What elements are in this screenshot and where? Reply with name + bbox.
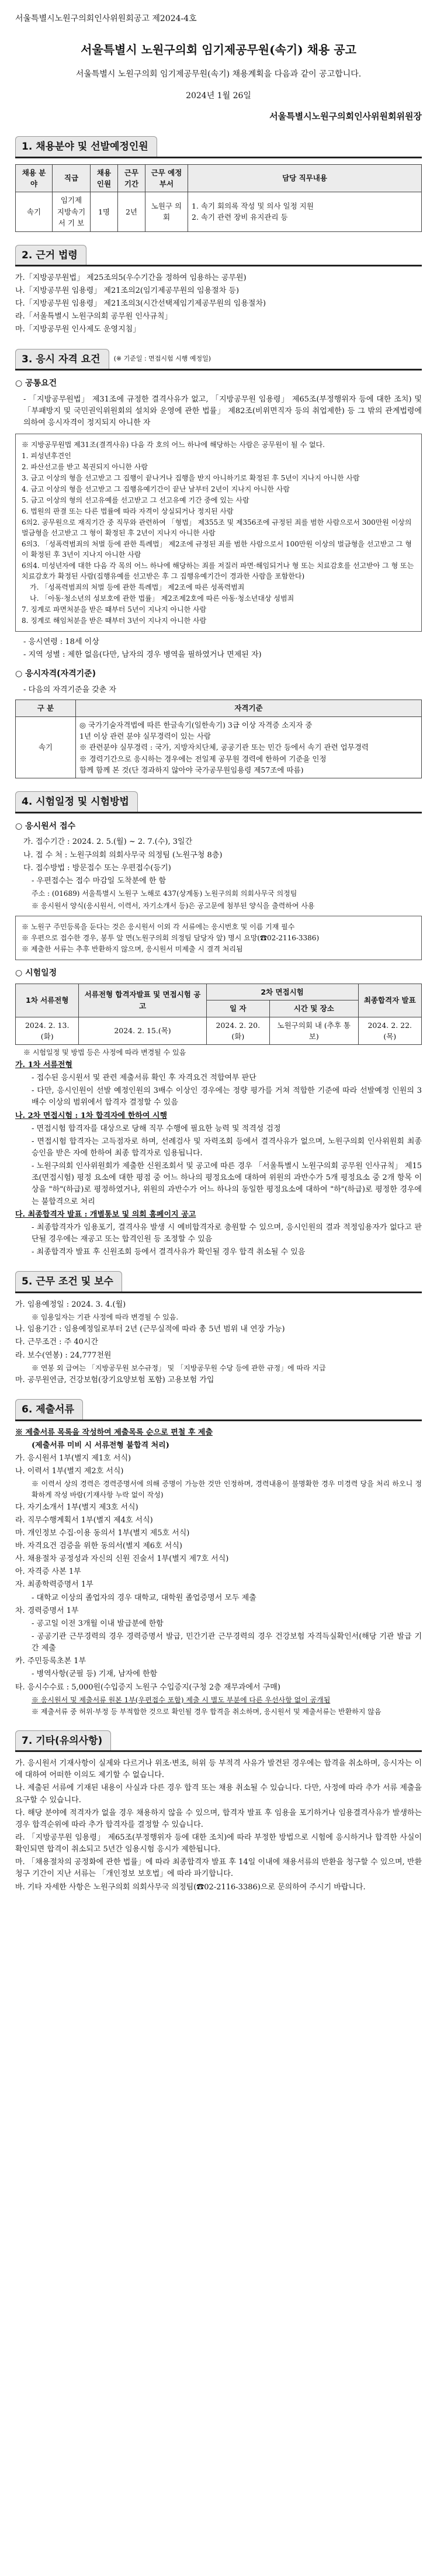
qualification-table-header	[16, 700, 422, 716]
section-5-heading	[15, 1271, 422, 1293]
list-item: 가. 응시원서 기재사항이 실제와 다르거나 위조·변조, 허위 등 부적격 사유가 발견된 경우에는 합격을 취소하며, 응시자는 이에 대하여 어떠한 이의도 제기할 수 없습니다.	[15, 1759, 422, 1780]
application-note-box	[15, 916, 422, 960]
schedule-note: ※ 시험일정 및 방법 등은 사정에 따라 변경될 수 있음	[23, 1048, 186, 1057]
qualification-title: ○ 응시자격(자격기준)	[15, 669, 96, 679]
intro-text: 서울특별시 노원구의회 임기제공무원(속기) 채용계획을 다음과 같이 공고합니다.	[75, 69, 362, 79]
criteria-line: ※ 관련분야 실무경력 : 국가, 지방자치단체, 공공기관 또는 민간 등에서 속기 관련 업무경력	[79, 743, 369, 752]
list-item: 2. 파산선고를 받고 복권되지 아니한 사람	[22, 463, 148, 472]
col-dept: 근무 예정부서	[145, 164, 188, 192]
cell-period: 2년	[118, 192, 145, 231]
cell-grade: 임기제 지방속기 서 기 보	[53, 192, 91, 231]
list-item: - 공고일 이전 3개월 이내 발급분에 한함	[32, 1619, 164, 1628]
notice-date: 2024년 1월 26일	[186, 91, 251, 101]
list-item: 나. 이력서 1부(별지 제2호 서식)	[15, 1467, 124, 1476]
documents-lead: ※ 제출서류 목록을 작성하여 제출목록 순으로 편철 후 제출	[15, 1428, 213, 1437]
cell-document-date: 2024. 2. 13.(화)	[16, 1017, 79, 1045]
list-item: 라.「서울특별시 노원구의회 공무원 인사규칙」	[15, 312, 172, 321]
section-3-note: (※ 기준일 : 면접시험 시행 예정일)	[113, 355, 211, 363]
list-item: 가. 임용예정일 : 2024. 3. 4.(월)	[15, 1300, 126, 1309]
list-item: - 병역사항(군필 등) 기재, 남자에 한함	[32, 1670, 158, 1679]
section-4-heading	[15, 791, 422, 813]
cell-interview-date: 2024. 2. 20.(화)	[206, 1017, 269, 1045]
col-grade: 직급	[53, 164, 91, 192]
section-2-heading	[15, 245, 422, 266]
col-period: 근무 기간	[118, 164, 145, 192]
list-item: 4. 금고 이상의 형을 선고받고 그 집행유예기간이 끝난 날부터 2년이 지나지 아니한 사람	[22, 485, 290, 494]
qualification-table	[15, 700, 422, 778]
list-item: 라. 보수(연봉) : 24,777천원	[15, 1351, 112, 1360]
list-item: 바. 자격요건 검증을 위한 동의서(별지 제6호 서식)	[15, 1541, 182, 1550]
cell-interview-place: 노원구의회 내 (추후 통보)	[270, 1017, 359, 1045]
table-row	[16, 1017, 422, 1045]
list-item: 8. 징계로 해임처분을 받은 때부터 3년이 지나지 아니한 사람	[22, 617, 207, 625]
cell-final-date: 2024. 2. 22.(목)	[358, 1017, 421, 1045]
cell-result-date: 2024. 2. 15.(목)	[79, 1017, 206, 1045]
qualification-sub: - 다음의 자격기준을 갖춘 자	[23, 685, 117, 694]
notes-list	[15, 1758, 422, 1893]
list-item: 라. 「지방공무원 임용령」 제65조(부정행위자 등에 대한 조치)에 따라 부정한 방법으로 시험에 응시하거나 합격한 사실이 확인되면 합격이 취소되고 5년간 임용시험 응시가 제한됩니다.	[15, 1833, 422, 1854]
list-item: 다.「지방공무원 임용령」 제21조의3(시간선택제임기제공무원의 임용절차)	[15, 299, 266, 309]
section-3-heading	[15, 349, 422, 371]
criteria-line: 함께 함께 본 것(단 경과하지 않아야 국가공무원임용령 제57조에 따름)	[79, 766, 304, 775]
list-item: - 면접시험 합격자를 대상으로 당해 직무 수행에 필요한 능력 및 적격성 검정	[32, 1124, 281, 1133]
list-item: 나. 제출된 서류에 기재된 내용이 사실과 다른 경우 합격 또는 채용 취소될 수 있습니다. 다만, 사정에 따라 추가 서류 제출을 요구할 수 있습니다.	[15, 1784, 422, 1805]
col-criteria: 자격기준	[76, 700, 422, 716]
section-3-title: 3. 응시 자격 요건	[15, 349, 109, 369]
common-requirements-title: ○ 공통요건	[15, 378, 57, 388]
schedule-title: ○ 시험일정	[15, 968, 57, 978]
list-item: 차. 경력증명서 1부	[15, 1606, 79, 1615]
col-document-result: 서류전형 합격자발표 및 면접시험 공고	[79, 984, 206, 1017]
list-item: 주소 : (01689) 서울특별시 노원구 노해로 437(상계동) 노원구의회 의회사무국 의정팀	[32, 889, 297, 898]
list-item: ※ 제출서류 중 허위·부정 등 부적합한 것으로 확인될 경우 합격을 취소하며, 응시원서 및 제출서류는 반환하지 않음	[32, 1708, 381, 1716]
recruit-table	[15, 164, 422, 232]
application-title: ○ 응시원서 접수	[15, 821, 76, 831]
list-item: 카. 주민등록초본 1부	[15, 1657, 86, 1666]
section-1-heading	[15, 136, 422, 158]
list-item: 가.「지방공무원법」 제25조의5(우수기간을 정하여 임용하는 공무원)	[15, 273, 247, 282]
conditions-list	[15, 1299, 422, 1387]
list-item: 6. 법원의 판결 또는 다른 법률에 따라 자격이 상실되거나 정지된 사람	[22, 507, 234, 516]
schedule-header-row	[16, 984, 422, 1000]
cell-dept: 노원구 의 회	[145, 192, 188, 231]
list-item: ※ 지방공무원법 제31조(결격사유) 다음 각 호의 어느 하나에 해당하는 사람은 공무원이 될 수 없다.	[22, 441, 325, 449]
col-count: 채용 인원	[91, 164, 118, 192]
schedule-table	[15, 984, 422, 1045]
list-item: 6의2. 공무원으로 재직기간 중 직무와 관련하여 「형법」 제355조 및 제356조에 규정된 죄를 범한 사람으로서 300만원 이상의 벌금형을 선고받고 그 형이 확정된 후 2년이 지나지 아니한 사람	[22, 518, 412, 538]
cell-category: 속기	[16, 716, 76, 778]
list-item: - 면접시험 합격자는 고득점자로 하며, 선례검사 및 자력조회 등에서 결격사유가 없으며, 노원구의회 인사위원회 최종 승인을 받은 자에 한하여 최종 합격자로 임용됩니다.	[32, 1137, 422, 1158]
list-item: 나. 접 수 처 : 노원구의회 의회사무국 의정팀 (노원구청 8층)	[23, 850, 223, 860]
list-item: 다. 최종합격자 발표 : 개별통보 및 의회 홈페이지 공고	[15, 1210, 196, 1219]
list-item: 바. 기타 자세한 사항은 노원구의회 의회사무국 의정팀(☎02-2116-3386)으로 문의하여 주시기 바랍니다.	[15, 1882, 366, 1892]
list-item: ※ 노원구 주민등록을 둔다는 것은 응시원서 이외 각 서류에는 응시번호 및 이름 기재 필수	[22, 923, 295, 932]
list-item: - 접수된 응시원서 및 관련 제출서류 확인 후 자격요건 적합여부 판단	[32, 1074, 256, 1083]
section-6-heading	[15, 1399, 422, 1421]
list-item: ※ 연봉 외 급여는 「지방공무원 보수규정」 및 「지방공무원 수당 등에 관한 규정」에 따라 지급	[32, 1363, 326, 1372]
notice-number: 서울특별시노원구의회인사위원회공고 제2024-4호	[15, 14, 197, 23]
list-item: - 우편접수는 접수 마감일 도착분에 한 함	[32, 876, 167, 885]
list-item: 자. 최종학력증명서 1부	[15, 1580, 93, 1590]
law-list	[15, 272, 422, 336]
list-item: - 노원구의회 인사위원회가 제출한 신원조회서 및 공고에 따른 경우 「서울특별시 노원구의회 공무원 인사규칙」 제15조(면접시험) 평정 요소에 대한 평점 중 어느 하나의 평정요소에 대하여 위원의 과반수가 5개 평정요소 중 2개 항목 이상을 "하"(하급)로 평정하였거나, 위원의 과반수가 어느 하나의 동일한 평정요소에 대하여 "하"(하급)로 평정한 경우에는 불합격으로 처리	[32, 1162, 422, 1206]
age-requirement: - 응시연령 : 18세 이상	[23, 638, 99, 647]
list-item: 나. 2차 면접시험 : 1차 합격자에 한하여 시행	[15, 1111, 168, 1120]
list-item: - 다만, 응시인원이 선발 예정인원의 3배수 이상인 경우에는 정량 평가를 거쳐 적합한 기준에 따라 선발예정 인원의 3배수 이상의 범위에서 합격자 결정할 수 있음	[32, 1086, 422, 1107]
list-item: 3. 금고 이상의 형을 선고받고 그 집행이 끝나거나 집행을 받지 아니하기로 확정된 후 5년이 지나지 아니한 사람	[22, 474, 360, 483]
criteria-line: ◎ 국가기술자격법에 따른 한글속기(일한속기) 3급 이상 자격증 소지자 중	[79, 720, 313, 729]
list-item: ※ 임용일자는 기관 사정에 따라 변경될 수 있음.	[32, 1313, 179, 1321]
section-7-title: 7. 기타(유의사항)	[15, 1730, 111, 1750]
col-field: 채용 분야	[16, 164, 53, 192]
section-5-title: 5. 근무 조건 및 보수	[15, 1271, 122, 1291]
list-item: - 대학교 이상의 졸업자의 경우 대학교, 대학원 졸업증명서 모두 제출	[32, 1593, 256, 1602]
list-item: ※ 제출한 서류는 추후 반환하지 않으며, 응시원서 미제출 시 결격 처리됨	[22, 945, 243, 954]
section-7-heading	[15, 1730, 422, 1752]
cell-field: 속기	[16, 192, 53, 231]
criteria-line: 1년 이상 관련 분야 실무경력이 있는 사람	[79, 731, 211, 740]
list-item: 다. 접수방법 : 방문접수 또는 우편접수(등기)	[23, 863, 171, 872]
col-interview-date: 일 자	[206, 1000, 269, 1017]
list-item: 다. 근무조건 : 주 40시간	[15, 1338, 99, 1347]
list-item: 6의3. 「성폭력범죄의 처벌 등에 관한 특례법」 제2조에 규정된 죄를 범한 사람으로서 100만원 이상의 벌금형을 선고받고 그 형이 확정된 후 3년이 지나지 아니한 사람	[22, 540, 412, 559]
list-item: 나.「지방공무원 임용령」 제21조의2(임기제공무원의 임용절차 등)	[15, 286, 240, 296]
recruit-table-header	[16, 164, 422, 192]
table-row	[16, 192, 422, 231]
method-list	[15, 1060, 422, 1258]
table-row	[16, 716, 422, 778]
page-title: 서울특별시 노원구의회 임기제공무원(속기) 채용 공고	[81, 42, 356, 57]
list-item: 나. 「아동·청소년의 성보호에 관한 법률」 제2조제2호에 따른 아동·청소년대상 성범죄	[30, 594, 294, 603]
list-item: 마.「지방공무원 인사제도 운영지침」	[15, 325, 141, 334]
col-category: 구 분	[16, 700, 76, 716]
list-item: ※ 우편으로 접수한 경우, 봉투 앞 면(노원구의회 의정팀 담당자 앞) 명시 요망(☎02-2116-3386)	[22, 934, 320, 943]
disqualification-box	[15, 434, 422, 632]
documents-list	[15, 1453, 422, 1718]
list-item: 다. 자기소개서 1부(별지 제3호 서식)	[15, 1502, 138, 1512]
section-6-title: 6. 제출서류	[15, 1399, 83, 1419]
list-item: 가. 「성폭력범죄의 처벌 등에 관한 특례법」 제2조에 따른 성폭력범죄	[30, 583, 245, 592]
list-item: 가. 접수기간 : 2024. 2. 5.(월) ~ 2. 7.(수), 3일간	[23, 837, 193, 847]
list-item: 가. 응시원서 1부(별지 제1호 서식)	[15, 1454, 131, 1463]
list-item: 1. 피성년후견인	[22, 452, 71, 461]
list-item: - 공공기관 근무경력의 경우 경력증명서 발급, 민간기관 근무경력의 경우 건강보험 자격득실확인서(해당 기관 발급 기간 제출	[32, 1632, 422, 1653]
section-4-title: 4. 시험일정 및 시험방법	[15, 791, 138, 811]
list-item: ※ 응시원서 및 제출서류 원본 1부(우편접수 포함) 제출 시 별도 부분에 다른 우선사항 없이 공개됨	[32, 1695, 331, 1704]
list-item: - 최종합격자가 임용포기, 결격사유 발생 시 예비합격자로 충원할 수 있으며, 응시인원의 결과 적정임용자가 없다고 판단될 경우에는 재공고 또는 합격인원 등 조정할 수 있음	[32, 1223, 422, 1244]
section-1-title: 1. 채용분야 및 선발예정인원	[15, 136, 157, 156]
list-item: 마. 공무원연금, 건강보험(장기요양보험 포함) 고용보험 가입	[15, 1376, 214, 1385]
list-item: 다. 해당 분야에 적격자가 없을 경우 채용하지 않을 수 있으며, 합격자 발표 후 임용을 포기하거나 임용결격사유가 발생하는 경우 합격순위에 따라 추가 합격자를 결정할 수 있습니다.	[15, 1808, 422, 1829]
col-interview: 2차 면접시험	[206, 984, 358, 1000]
criteria-line: ※ 경력기간으로 응시하는 경우에는 전일제 공무원 경력에 한하여 기준을 인정	[79, 754, 327, 763]
list-item: 6의4. 미성년자에 대한 다음 각 목의 어느 하나에 해당하는 죄를 저질러 파면·해임되거나 형 또는 치료감호를 선고받아 그 형 또는 치료감호가 확정된 사람(집행유예를 선고받은 후 그 집행유예기간이 경과한 사람을 포함한다)	[22, 562, 414, 581]
cell-criteria	[76, 716, 422, 778]
common-requirements-text: - 「지방공무원법」 제31조에 규정한 결격사유가 없고, 「지방공무원 임용령」 제65조(부정행위자 등에 대한 조치) 및 「부패방지 및 국민권익위원회의 설치와 운영에 관한 법률」 제82조(비위면직자 등의 취업제한) 등 그 밖의 관계법령에 의하여 응시자격이 정지되지 아니한 자	[23, 394, 422, 427]
issuer: 서울특별시노원구의회인사위원회위원장	[269, 111, 422, 122]
col-final-result: 최종합격자 발표	[358, 984, 421, 1017]
list-item: ※ 이력서 상의 경력은 경력증명서에 의해 증명이 가능한 것만 인정하며, 경력내용이 불명확한 경우 미경력 당을 처리 하오니 정확하게 작성 바람(기재사항 누락 없이 작성)	[32, 1480, 422, 1499]
list-item: 라. 직무수행계획서 1부(별지 제4호 서식)	[15, 1515, 153, 1525]
list-item: 마. 개인정보 수집·이용 동의서 1부(별지 제5호 서식)	[15, 1528, 190, 1538]
list-item: 아. 자격증 사본 1부	[15, 1567, 81, 1577]
list-item: 나. 임용기간 : 임용예정일로부터 2년 (근무실적에 따라 총 5년 범위 내 연장 가능)	[15, 1325, 285, 1334]
documents-lead-2: (제출서류 미비 시 서류전형 불합격 처리)	[32, 1441, 169, 1450]
list-item: 가. 1차 서류전형	[15, 1060, 72, 1069]
col-document-screening: 1차 서류전형	[16, 984, 79, 1017]
list-item: 5. 금고 이상의 형의 선고유예를 선고받고 그 선고유예 기간 중에 있는 사람	[22, 496, 249, 505]
col-interview-place: 시간 및 장소	[270, 1000, 359, 1017]
section-2-title: 2. 근거 법령	[15, 245, 86, 265]
list-item: 사. 채용절차 공정성과 자신의 신원 진술서 1부(별지 제7호 서식)	[15, 1554, 229, 1564]
cell-duty: 1. 속기 회의록 작성 및 의사 일정 지원 2. 속기 관련 장비 유지관리 등	[188, 192, 422, 231]
region-requirement: - 지역 성별 : 제한 없음(다만, 남자의 경우 병역을 필하였거나 면제된 자)	[23, 650, 262, 660]
list-item: - 최종합격자 발표 후 신원조회 등에서 결격사유가 확인될 경우 합격 취소될 수 있음	[32, 1248, 306, 1257]
list-item: ※ 응시원서 양식(응시원서, 이력서, 자기소개서 등)은 공고문에 첨부된 양식을 출력하여 사용	[32, 901, 315, 910]
list-item: 마. 「채용절차의 공정화에 관한 법률」에 따라 최종합격자 발표 후 14일 이내에 채용서류의 반환을 청구할 수 있으며, 반환 청구 기간이 지난 서류는 「개인정보 보호법」에 따라 파기합니다.	[15, 1858, 422, 1879]
list-item: 타. 응시수수료 : 5,000원(수입증지 노원구 수입증지(구청 2층 재무과에서 구매)	[15, 1682, 280, 1692]
cell-count: 1명	[91, 192, 118, 231]
list-item: 7. 징계로 파면처분을 받은 때부터 5년이 지나지 아니한 사람	[22, 605, 207, 614]
col-duty: 담당 직무내용	[188, 164, 422, 192]
